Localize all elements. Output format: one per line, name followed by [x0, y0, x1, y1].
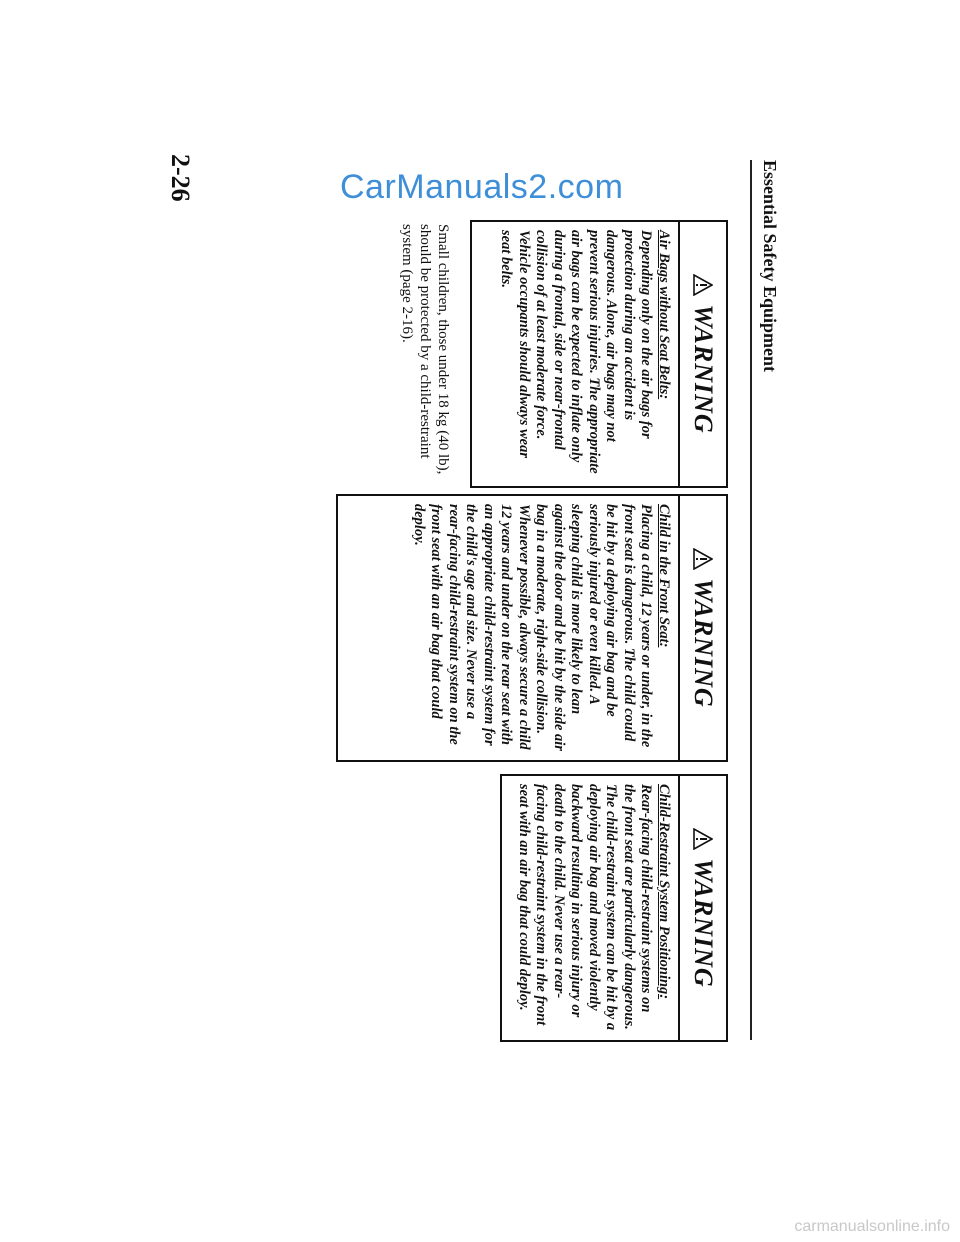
body-paragraph: Small children, those under 18 kg (40 lb), should be protected by a child-restraint system (page 2-16). [399, 224, 451, 475]
rotated-page [166, 154, 780, 1080]
warning-body [400, 496, 679, 760]
warning-header [678, 496, 726, 760]
warning-label: WARNING [689, 858, 718, 988]
warning-subtitle: Air Bags without Seat Belts: [656, 230, 672, 400]
page-number: 2-26 [166, 154, 195, 202]
warning-subtitle: Child-Restraint System Positioning: [656, 784, 672, 1000]
warning-box-child-restraint [500, 774, 728, 1042]
section-title: Essential Safety Equipment [760, 160, 780, 373]
column-3 [500, 774, 728, 1042]
watermark-carmanuals2: CarManuals2.com [340, 168, 624, 206]
warning-subtitle: Child in the Front Seat: [656, 504, 672, 648]
page-header [756, 160, 780, 1040]
warning-label: WARNING [689, 578, 718, 708]
column-2 [336, 494, 728, 762]
watermark-carmanualsonline: carmanualsonline.info [794, 1218, 950, 1235]
warning-header [678, 222, 726, 486]
warning-text: Placing a child, 12 years or under, in the front seat is dangerous. The child could be hit by a deploying air bag and be seriously injured or even killed. A sleeping child is more likely to lean against the door and be hit by the side air bag in a moderate, right-side collision. Whenever possible, always secure a child 12 years and under on the rear seat with an appropriate child-restraint system for the child's age and size. Never use a rear-facing child-restraint system on the front seat with an air bag that could deploy. [411, 504, 655, 751]
warning-triangle-icon [693, 548, 713, 570]
warning-body [505, 776, 679, 1040]
warning-body [487, 222, 678, 486]
warning-box-air-bags [470, 220, 728, 488]
warning-triangle-icon [693, 828, 713, 850]
warning-text: Depending only on the air bags for protection during an accident is dangerous. Alone, air bags may not prevent serious injuries. The appropriate air bags can be expected to inflate only during a frontal, side or near-frontal collision of at least moderate force. Vehicle occupants should always wear seat belts. [498, 230, 655, 474]
warning-header [678, 776, 726, 1040]
warning-text: Rear-facing child-restraint systems on the front seat are particularly dangerous. The child-restraint system can be hit by a deploying air bag and moved violently backward resulting in serious injury or death to the child. Never use a rear-facing child-restraint system in the front seat with an air bag that could deploy. [516, 784, 655, 1031]
column-1 [398, 220, 728, 488]
warning-box-child-front-seat [336, 494, 728, 762]
warning-label: WARNING [689, 304, 718, 434]
warning-triangle-icon [693, 274, 713, 296]
header-rule [750, 160, 752, 1040]
